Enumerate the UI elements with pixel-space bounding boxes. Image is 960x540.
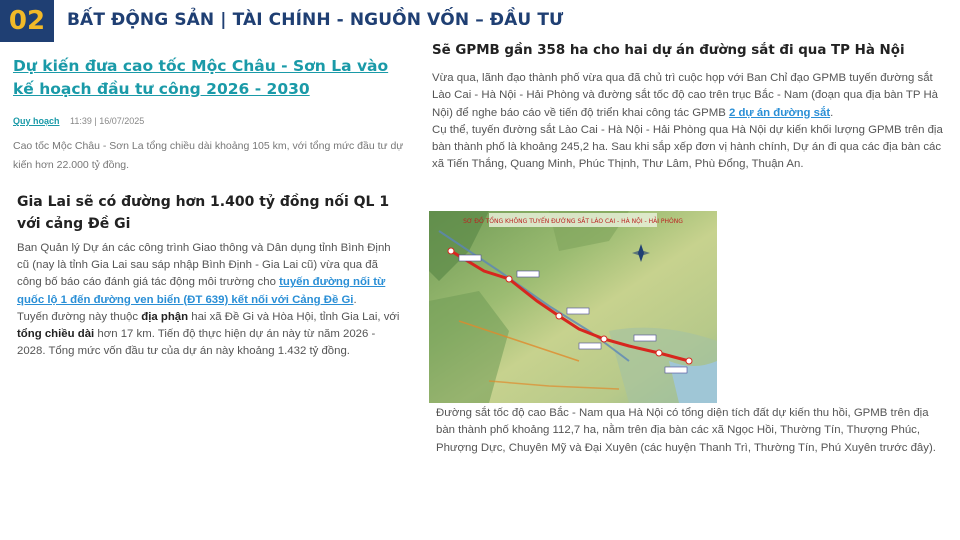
- dt639-road-link[interactable]: tuyến đường nối từ quốc lộ 1 đến đường ven biển (ĐT 639) kết nối với Cảng Đề Gi: [17, 276, 386, 306]
- article-hanoi-railway-body: [432, 70, 947, 174]
- article-gialai-body: [17, 240, 402, 360]
- category-link[interactable]: Quy hoạch: [13, 116, 60, 126]
- section-number-badge: 02: [0, 0, 54, 42]
- article-gialai-title: Gia Lai sẽ có đường hơn 1.400 tỷ đồng nối QL 1 với cảng Đề Gi: [17, 194, 390, 232]
- article-gialai-paragraph-1: Ban Quản lý Dự án các công trình Giao thông và Dân dụng tỉnh Bình Định cũ (nay là tỉnh Gia Lai sau sáp nhập Bình Định - Gia Lai cũ) vừa qua đã công bố báo cáo đánh giá tác động môi trường cho tuyến đường nối từ quốc lộ 1 đến đường ven biển (ĐT 639) kết nối với Cảng Đề Gi.: [17, 242, 391, 306]
- article-gialai-paragraph-2: Tuyến đường này thuộc địa phận hai xã Đề Gi và Hòa Hội, tỉnh Gia Lai, với tổng chiều dài hơn 17 km. Tiến độ thực hiện dự án này từ năm 2026 - 2028. Tổng mức vốn đầu tư của dự án này khoảng 1.432 tỷ đồng.: [17, 310, 400, 358]
- article-hanoi-paragraph-2: Cụ thể, tuyến đường sắt Lào Cai - Hà Nội - Hải Phòng qua Hà Nội dự kiến khối lượng GPMB trên địa bàn thành phố là khoảng 245,2 ha. Sau khi sắp xếp đơn vị hành chính, Dự án đi qua các địa bàn các xã Tiến Thắng, Quang Minh, Phúc Thịnh, Thư Lâm, Phù Đổng, Thuận An.: [432, 123, 943, 171]
- article-mocchau-summary: Cao tốc Mộc Châu - Sơn La tổng chiều dài khoảng 105 km, với tổng mức đầu tư dự kiến hơn 22.000 tỷ đồng.: [13, 140, 404, 171]
- map-caption: Đường sắt tốc độ cao Bắc - Nam qua Hà Nội có tổng diện tích đất dự kiến thu hồi, GPMB trên địa bàn thành phố khoảng 112,7 ha, nằm trên địa bàn các xã Ngọc Hồi, Thường Tín, Thượng Phúc, Phượng Dực, Chuyên Mỹ và Đại Xuyên (các huyện Thanh Trì, Thường Tín, Phú Xuyên trước đây).: [436, 407, 936, 454]
- railway-map-graphic: [429, 211, 717, 403]
- article-mocchau-title-link[interactable]: Dự kiến đưa cao tốc Mộc Châu - Sơn La vào kế hoạch đầu tư công 2026 - 2030: [13, 57, 389, 98]
- article-mocchau-meta: [13, 116, 144, 126]
- railway-route-map: [429, 211, 717, 403]
- article-hanoi-paragraph-1: Vừa qua, lãnh đạo thành phố vừa qua đã chủ trì cuộc họp với Ban Chỉ đạo GPMB tuyến đường sắt Lào Cai - Hà Nội - Hải Phòng và đường sắt tốc độ cao trên trục Bắc - Nam (đoạn qua địa bàn TP Hà Nội) để nghe báo cáo về tiến độ triển khai công tác GPMB 2 dự án đường sắt.: [432, 72, 939, 119]
- map-title: SƠ ĐỒ TỔNG KHÔNG TUYẾN ĐƯỜNG SẮT LÀO CAI - HÀ NỘI - HẢI PHÒNG: [463, 218, 683, 225]
- article-datetime: 11:39 | 16/07/2025: [70, 116, 145, 126]
- railway-projects-link[interactable]: 2 dự án đường sắt: [728, 106, 831, 119]
- section-title: BẤT ĐỘNG SẢN | TÀI CHÍNH - NGUỒN VỐN – ĐẦU TƯ: [67, 10, 564, 30]
- article-hanoi-railway-title: Sẽ GPMB gần 358 ha cho hai dự án đường sắt đi qua TP Hà Nội: [432, 43, 905, 58]
